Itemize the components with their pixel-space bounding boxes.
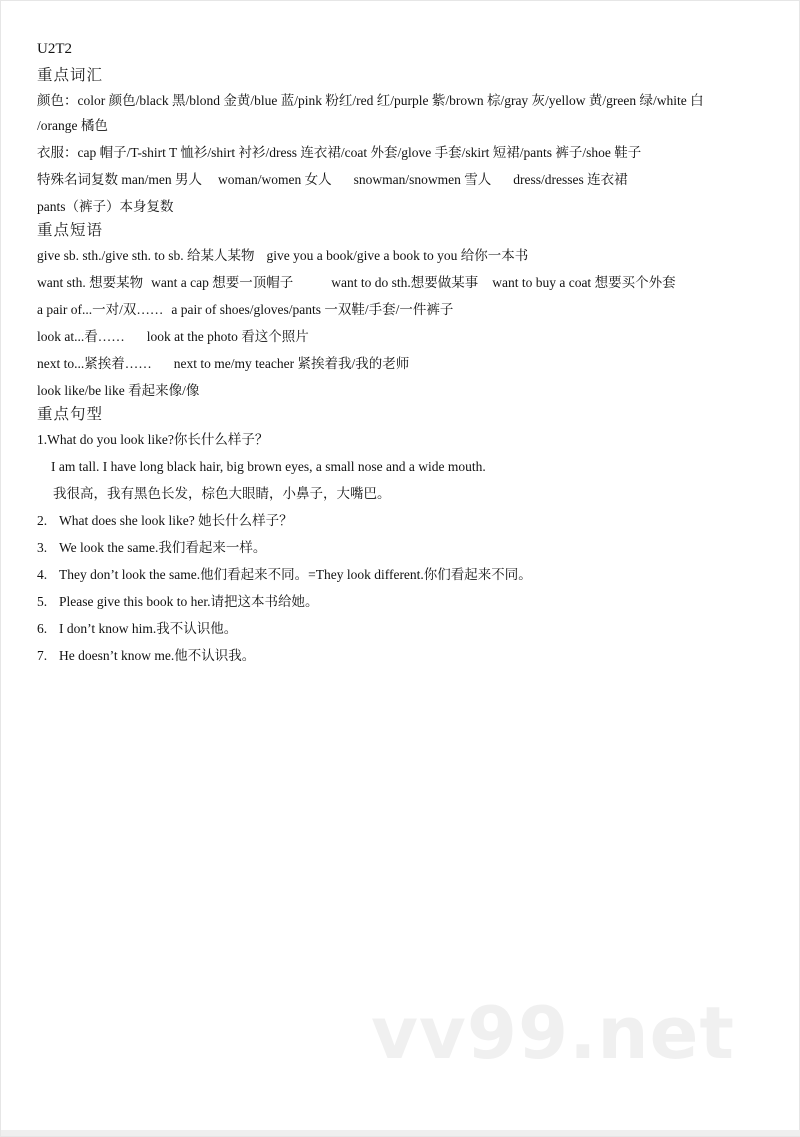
vocab-pants-line: pants（裤子）本身复数 [37, 199, 174, 214]
phrase-want-buy-coat: want to buy a coat 想要买个外套 [492, 275, 676, 290]
sentence-item [37, 561, 767, 588]
sentence-text: I don’t know him.我不认识他。 [59, 621, 238, 636]
phrase-want-line [37, 269, 767, 296]
vocab-colors-line-cont: /orange 橘色 [37, 118, 108, 133]
sentence-1-answer-en: I am tall. I have long black hair, big brown eyes, a small nose and a wide mouth. [51, 459, 486, 474]
phrase-look-line [37, 323, 767, 350]
phrase-look-at: look at...看…… [37, 329, 125, 344]
document-title: U2T2 [37, 41, 72, 57]
phrase-look-at-photo: look at the photo 看这个照片 [146, 329, 309, 344]
sentence-item [37, 642, 767, 669]
sentence-text: They don’t look the same.他们看起来不同。=They look different.你们看起来不同。 [59, 567, 532, 582]
phrase-next-line [37, 350, 767, 377]
sentence-text: What does she look like? 她长什么样子？ [59, 513, 293, 528]
sentence-text: Please give this book to her.请把这本书给她。 [59, 594, 319, 609]
phrase-pair-line [37, 296, 767, 323]
sentence-1-answer-cn: 我很高，我有黑色长发，棕色大眼睛，小鼻子，大嘴巴。 [53, 486, 391, 501]
phrase-give-line [37, 242, 767, 269]
vocab-heading: 重点词汇 [37, 67, 104, 84]
sentence-text: He doesn’t know me.他不认识我。 [59, 648, 256, 663]
phrase-next-to-example: next to me/my teacher 紧挨着我/我的老师 [173, 356, 410, 371]
sentence-item [37, 534, 767, 561]
plural-woman: woman/women 女人 [218, 172, 332, 187]
document-content [37, 39, 767, 669]
sentence-number: 2. [37, 513, 48, 528]
sentence-item [37, 507, 767, 534]
sentence-text: We look the same.我们看起来一样。 [59, 540, 267, 555]
sentence-number: 5. [37, 594, 48, 609]
vocab-colors-line: 颜色：color 颜色/black 黑/blond 金黄/blue 蓝/pink 粉红/red 红/purple 紫/brown 棕/gray 灰/yellow 黄/green 绿/white 白 [37, 93, 704, 108]
plural-man: 特殊名词复数 man/men 男人 [37, 172, 202, 187]
sentence-number: 7. [37, 648, 48, 663]
plural-dress: dress/dresses 连衣裙 [513, 172, 628, 187]
phrase-want-to-do: want to do sth.想要做某事 [331, 275, 479, 290]
sentence-number: 3. [37, 540, 48, 555]
vocab-plural-line [37, 166, 767, 193]
phrase-give-example: give you a book/give a book to you 给你一本书 [266, 248, 529, 263]
sentence-number: 4. [37, 567, 48, 582]
phrase-look-like-line: look like/be like 看起来像/像 [37, 383, 200, 398]
phrases-heading: 重点短语 [37, 222, 104, 239]
sentence-1-question: 1.What do you look like?你长什么样子？ [37, 432, 269, 447]
watermark: vv99.net [371, 991, 735, 1075]
page-bottom-edge [1, 1130, 800, 1136]
phrase-give: give sb. sth./give sth. to sb. 给某人某物 [37, 248, 255, 263]
sentence-item [37, 615, 767, 642]
phrase-pair-example: a pair of shoes/gloves/pants 一双鞋/手套/一件裤子 [171, 302, 454, 317]
phrase-pair: a pair of...一对/双…… [37, 302, 164, 317]
vocab-clothes-line: 衣服：cap 帽子/T-shirt T 恤衫/shirt 衬衫/dress 连衣裙/coat 外套/glove 手套/skirt 短裙/pants 裤子/shoe 鞋子 [37, 145, 642, 160]
sentence-number: 6. [37, 621, 48, 636]
phrase-want: want sth. 想要某物 [37, 275, 144, 290]
phrase-want-cap: want a cap 想要一顶帽子 [151, 275, 294, 290]
phrase-next-to: next to...紧挨着…… [37, 356, 152, 371]
sentence-item [37, 588, 767, 615]
plural-snowman: snowman/snowmen 雪人 [353, 172, 492, 187]
sentences-heading: 重点句型 [37, 406, 104, 423]
